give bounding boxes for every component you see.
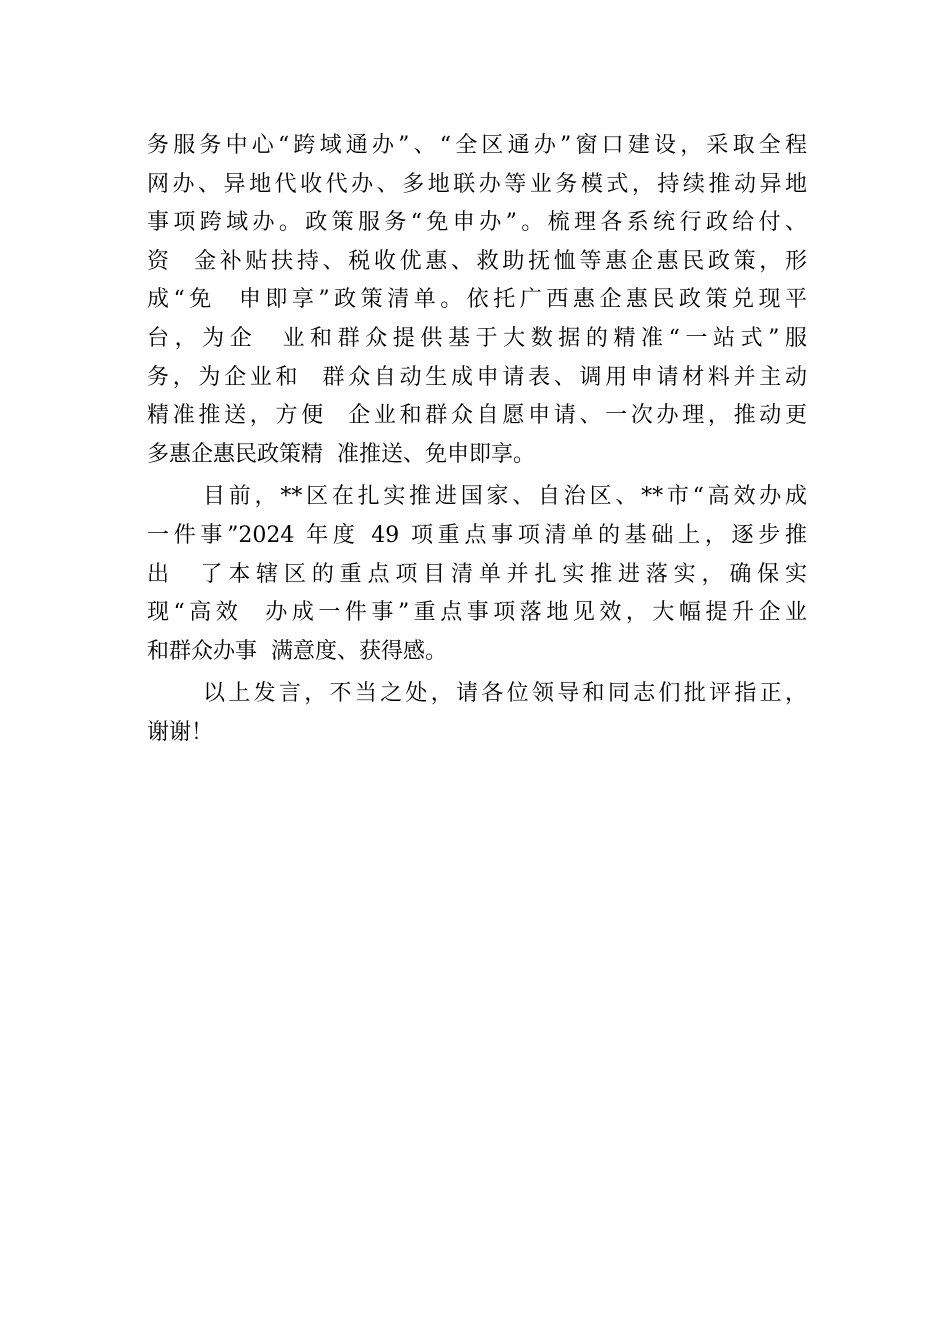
paragraph-line: 和群众办事 满意度、获得感。 [147, 638, 447, 664]
paragraph-2 [147, 478, 807, 671]
paragraph-line: 资 金补贴扶持、税收优惠、救助抚恤等惠企惠民政策，形 [147, 248, 807, 274]
paragraph-1 [147, 127, 807, 474]
paragraph-line: 谢谢！ [147, 719, 214, 745]
paragraph-3 [147, 675, 807, 752]
document-body [147, 127, 807, 753]
paragraph-line: 出 了本辖区的重点项目清单并扎实推进落实，确保实 [147, 561, 807, 587]
paragraph-line: 成“免 申即享”政策清单。依托广西惠企惠民政策兑现平 [147, 287, 807, 313]
paragraph-line: 务服务中心“跨域通办”、“全区通办”窗口建设，采取全程 [147, 133, 807, 158]
paragraph-line: 务，为企业和 群众自动生成申请表、调用申请材料并主动 [147, 364, 807, 390]
paragraph-line: 一件事”2024 年度 49 项重点事项清单的基础上，逐步推 [147, 522, 807, 548]
paragraph-line: 台，为企 业和群众提供基于大数据的精准“一站式”服 [147, 325, 807, 351]
paragraph-line: 精准推送，方便 企业和群众自愿申请、一次办理，推动更 [147, 403, 807, 429]
paragraph-line: 网办、异地代收代办、多地联办等业务模式，持续推动异地 [147, 171, 807, 197]
paragraph-line: 现“高效 办成一件事”重点事项落地见效，大幅提升企业 [147, 600, 807, 626]
paragraph-line: 目前，**区在扎实推进国家、自治区、**市“高效办成 [203, 484, 807, 510]
paragraph-line: 多惠企惠民政策精 准推送、免申即享。 [147, 441, 535, 467]
paragraph-line: 事项跨域办。政策服务“免申办”。梳理各系统行政给付、 [147, 210, 807, 236]
paragraph-line: 以上发言，不当之处，请各位领导和同志们批评指正， [203, 681, 807, 707]
